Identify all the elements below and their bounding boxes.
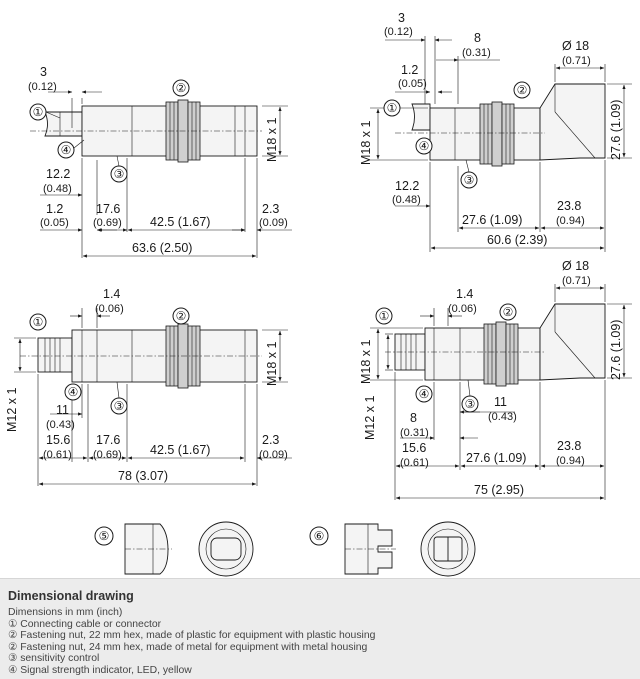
dim-label: (0.48)	[43, 183, 72, 195]
dim-label: (0.69)	[93, 217, 122, 229]
thread-label: M12 x 1	[363, 395, 377, 440]
dim-label: 8	[474, 31, 481, 45]
fastening-nut	[506, 324, 518, 384]
legend-line: ③ sensitivity control	[8, 653, 100, 665]
dim-label: (0.94)	[556, 215, 585, 227]
dim-label: 3	[398, 11, 405, 25]
dim-label: (0.06)	[448, 303, 477, 315]
dim-label: 11	[56, 403, 69, 417]
sensor-housing	[425, 328, 540, 380]
thread-label: M12 x 1	[5, 387, 19, 432]
legend-line: ② Fastening nut, 24 mm hex, made of metal for equipment with metal housing	[8, 641, 368, 653]
dim-label: 60.6 (2.39)	[487, 233, 548, 247]
callout-2: ②	[502, 305, 514, 319]
dim-label: 15.6	[46, 433, 71, 447]
callout-4: ④	[60, 143, 72, 157]
dim-label: 63.6 (2.50)	[132, 241, 193, 255]
dim-label: 12.2	[46, 167, 71, 181]
dim-label: 1.4	[456, 287, 474, 301]
thread-label: M18 x 1	[265, 117, 279, 162]
callout-6: ⑥	[313, 529, 325, 543]
dim-label: (0.09)	[259, 217, 288, 229]
thread-label: M18 x 1	[359, 339, 373, 384]
dim-label: 2.3	[262, 202, 280, 216]
callout-3: ③	[464, 397, 476, 411]
dim-label: (0.61)	[400, 457, 429, 469]
dim-label: 17.6	[96, 433, 121, 447]
nut-detail-5	[95, 522, 253, 576]
nut-detail-6	[310, 522, 475, 576]
legend-line: Dimensions in mm (inch)	[8, 607, 123, 618]
callout-4: ④	[418, 139, 430, 153]
drawing-straight-cable	[28, 65, 292, 258]
dim-label: 23.8	[557, 199, 582, 213]
dim-label: (0.09)	[259, 449, 288, 461]
legend-lines	[8, 607, 375, 677]
callout-1: ①	[32, 105, 44, 119]
drawing-straight-connector	[5, 287, 292, 486]
dim-label: 1.4	[103, 287, 121, 301]
dim-label: 1.2	[401, 63, 419, 77]
callout-5: ⑤	[98, 529, 110, 543]
dim-label: 12.2	[395, 179, 420, 193]
dim-label: 17.6	[96, 202, 121, 216]
dim-label: 1.2	[46, 202, 64, 216]
thread-label: M18 x 1	[265, 341, 279, 386]
dim-label: (0.94)	[556, 455, 585, 467]
dim-label: (0.43)	[46, 419, 75, 431]
dim-label: 27.6 (1.09)	[609, 99, 623, 160]
thread-label: M18 x 1	[359, 120, 373, 165]
callout-3: ③	[113, 399, 125, 413]
fastening-nut	[480, 104, 492, 164]
fastening-nut	[484, 324, 496, 384]
legend-line: ① Connecting cable or connector	[8, 618, 162, 630]
dim-label: (0.71)	[562, 55, 591, 67]
dim-label: 75 (2.95)	[474, 483, 525, 497]
dim-label: (0.12)	[384, 26, 413, 38]
angled-head	[540, 304, 605, 380]
callout-3: ③	[113, 167, 125, 181]
angled-head	[540, 84, 605, 160]
dim-label: 42.5 (1.67)	[150, 215, 211, 229]
callout-2: ②	[516, 83, 528, 97]
dim-label: 27.6 (1.09)	[609, 319, 623, 380]
dim-label: Ø 18	[562, 39, 590, 53]
cable	[45, 112, 82, 136]
dim-label: (0.05)	[398, 78, 427, 90]
dim-label: 78 (3.07)	[118, 469, 169, 483]
dim-label: (0.43)	[488, 411, 517, 423]
callout-3: ③	[463, 173, 475, 187]
dim-label: 15.6	[402, 441, 427, 455]
dim-label: 27.6 (1.09)	[462, 213, 523, 227]
dim-label: (0.69)	[93, 449, 122, 461]
dim-label: (0.71)	[562, 275, 591, 287]
dim-label: (0.06)	[95, 303, 124, 315]
dim-label: 23.8	[557, 439, 582, 453]
fastening-nut	[502, 104, 514, 164]
drawing-angled-connector	[359, 259, 632, 500]
callout-2: ②	[175, 309, 187, 323]
dim-label: (0.48)	[392, 194, 421, 206]
callout-4: ④	[67, 385, 79, 399]
dim-label: 11	[494, 395, 507, 409]
dim-label: 42.5 (1.67)	[150, 443, 211, 457]
callout-2: ②	[175, 81, 187, 95]
dim-label: (0.31)	[462, 47, 491, 59]
dim-label: Ø 18	[562, 259, 590, 273]
dim-label: (0.61)	[43, 449, 72, 461]
callout-1: ①	[32, 315, 44, 329]
callout-1: ①	[378, 309, 390, 323]
legend-panel	[0, 578, 640, 679]
dim-label: (0.12)	[28, 81, 57, 93]
callout-1: ①	[386, 101, 398, 115]
dim-label: (0.31)	[400, 427, 429, 439]
callout-4: ④	[418, 387, 430, 401]
dim-label: 3	[40, 65, 47, 79]
dim-label: (0.05)	[40, 217, 69, 229]
dim-label: 2.3	[262, 433, 280, 447]
legend-line: ④ Signal strength indicator, LED, yellow	[8, 664, 192, 676]
legend-line: ② Fastening nut, 22 mm hex, made of plastic for equipment with plastic housing	[8, 630, 376, 642]
dim-label: 27.6 (1.09)	[466, 451, 527, 465]
legend-title: Dimensional drawing	[8, 589, 134, 603]
dim-label: 8	[410, 411, 417, 425]
drawing-angled-cable	[359, 11, 632, 252]
